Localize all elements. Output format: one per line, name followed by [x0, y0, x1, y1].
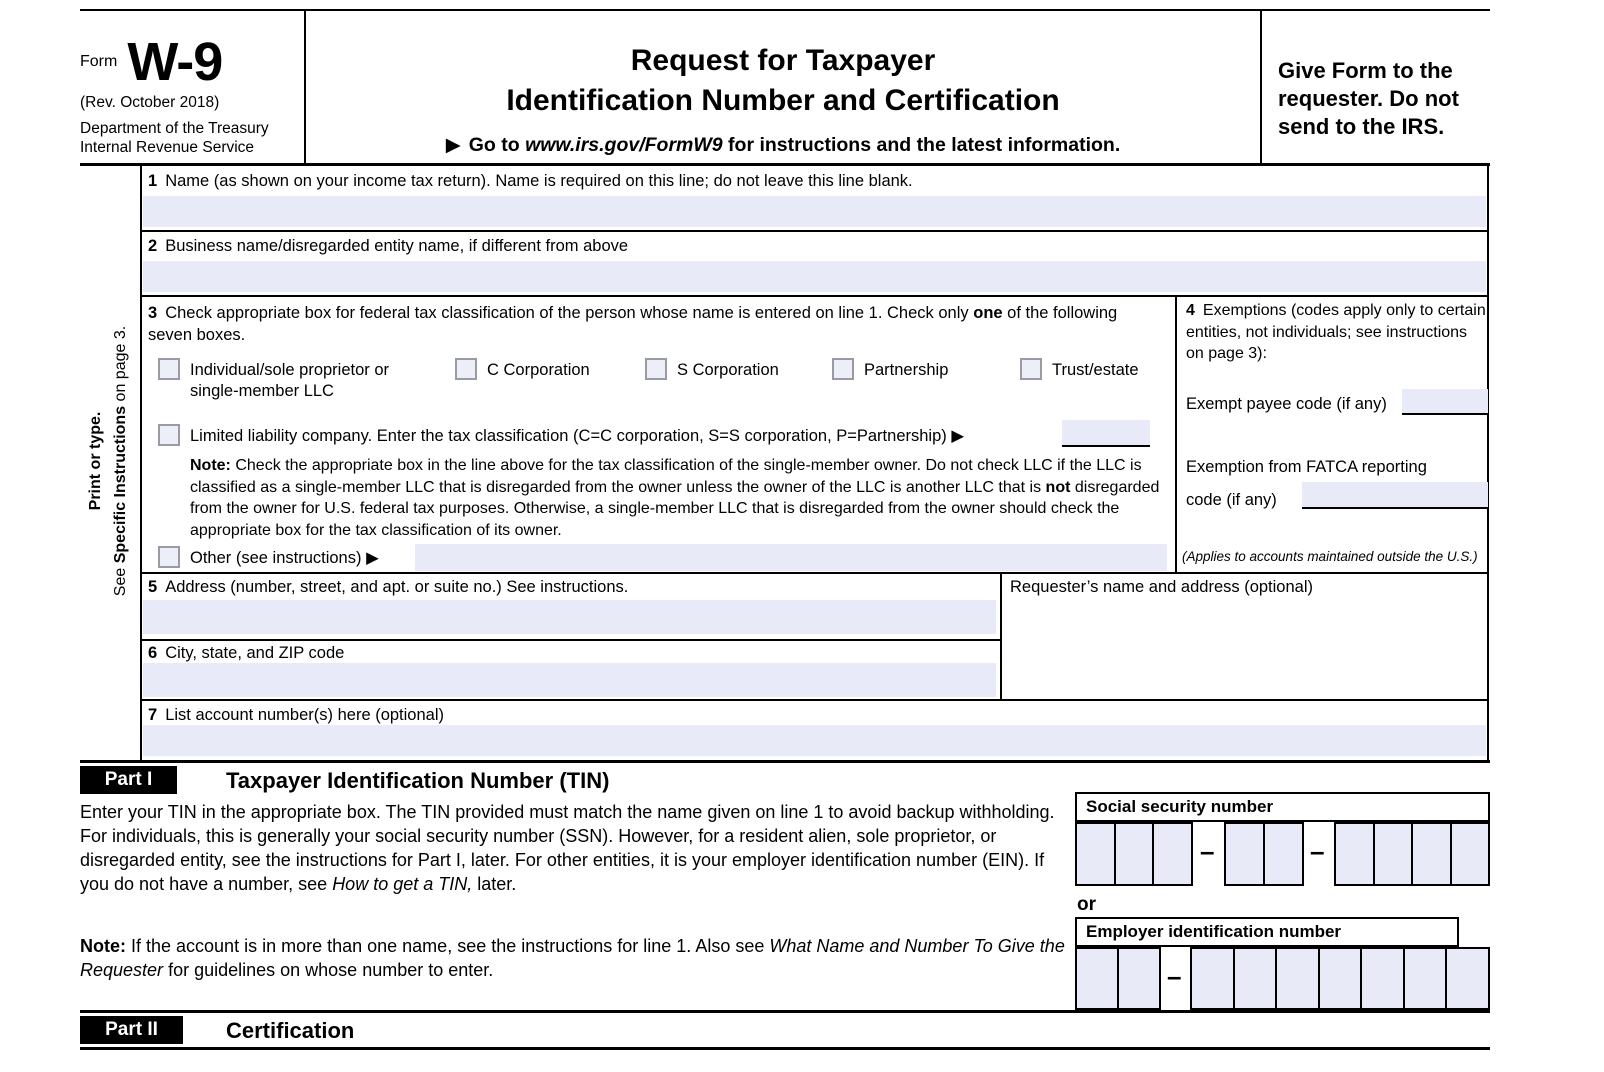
or-label: or: [1077, 894, 1096, 915]
name-input[interactable]: [143, 196, 1486, 227]
line2-label-text: Business name/disregarded entity name, if different from above: [165, 237, 629, 255]
sidebar-line2-pre: See: [112, 563, 129, 597]
checkbox-s-corporation[interactable]: [645, 358, 667, 380]
line3-label: [148, 302, 1163, 346]
arrow-right-icon: ▶: [445, 134, 461, 156]
ssn-digit-cell[interactable]: [1077, 824, 1116, 884]
row6-divider: [140, 699, 1489, 701]
line3-line4-divider: [1175, 296, 1177, 573]
ssn-digit-cell[interactable]: [1154, 824, 1191, 884]
sidebar-line2: [108, 281, 133, 641]
p1-italic: How to get a TIN,: [332, 874, 473, 894]
part1-paragraph1: [80, 800, 1065, 896]
note-bold: Note:: [190, 457, 231, 474]
checkbox-individual[interactable]: [158, 358, 180, 380]
ein-digit-cell[interactable]: [1320, 949, 1363, 1008]
checkbox-other-label: [190, 548, 379, 569]
other-input[interactable]: [415, 544, 1167, 571]
fatca-applies-note: (Applies to accounts maintained outside the U.S.): [1182, 549, 1478, 564]
line7-label: [148, 706, 444, 725]
row3-divider: [140, 572, 1489, 574]
ssn-dash-2: –: [1310, 836, 1325, 866]
ein-group-1[interactable]: [1075, 947, 1161, 1010]
row1-divider: [140, 230, 1489, 232]
form-instructions-line: [306, 133, 1260, 157]
line3-label-pre: Check appropriate box for federal tax classification of the person whose name is entered on line 1. Check only: [165, 304, 974, 322]
checkbox-s-corporation-label: S Corporation: [677, 361, 779, 379]
line6-label: [148, 644, 344, 663]
part2-title: Certification: [226, 1018, 355, 1043]
ssn-digit-cell[interactable]: [1336, 824, 1375, 884]
ssn-group-3[interactable]: [1334, 822, 1490, 886]
ssn-group-2[interactable]: [1224, 822, 1304, 886]
part2-top-divider: [80, 1010, 1490, 1013]
line1-number: 1: [148, 172, 158, 190]
row2-divider: [140, 295, 1489, 297]
header-divider: [80, 163, 1490, 166]
department-line2: Internal Revenue Service: [80, 139, 255, 157]
ssn-digit-cell[interactable]: [1116, 824, 1155, 884]
ein-digit-cell[interactable]: [1119, 949, 1159, 1008]
line1-label-text: Name (as shown on your income tax return). Name is required on this line; do not leave this line blank.: [165, 172, 913, 190]
ein-digit-cell[interactable]: [1362, 949, 1405, 1008]
ein-digit-cell[interactable]: [1192, 949, 1235, 1008]
part1-title: Taxpayer Identification Number (TIN): [226, 768, 610, 793]
note-seg1: Check the appropriate box in the line above for the tax classification of the single-member owner. Do not check LLC if the LLC is classified as a single-member LLC that is disregarded from the owner unless the owner of the LLC is another LLC that is: [190, 457, 1142, 496]
ssn-digit-cell[interactable]: [1226, 824, 1265, 884]
form-title-line2: Identification Number and Certification: [506, 84, 1060, 117]
sidebar-line1: Print or type.: [87, 411, 104, 511]
form-left-border: [140, 166, 142, 762]
business-name-input[interactable]: [143, 261, 1486, 292]
line3-number: 3: [148, 304, 158, 322]
give-form-block: [1262, 11, 1490, 163]
form-word: Form: [80, 53, 118, 70]
fatca-label-line1: Exemption from FATCA reporting: [1186, 458, 1427, 476]
checkbox-llc[interactable]: [158, 424, 180, 446]
sidebar-line2-bold: Specific Instructions: [112, 405, 129, 564]
ein-digit-cell[interactable]: [1235, 949, 1278, 1008]
checkbox-trust-estate[interactable]: [1020, 358, 1042, 380]
line3-note: [190, 455, 1172, 541]
ein-group-2[interactable]: [1190, 947, 1490, 1010]
address-requester-divider: [1000, 573, 1002, 701]
form-revision: (Rev. October 2018): [80, 94, 220, 111]
line3-label-bold: one: [973, 304, 1003, 322]
form-title-block: [306, 11, 1262, 163]
line1-label: [148, 172, 913, 191]
part1-badge: Part I: [80, 766, 177, 794]
form-id-block: [80, 11, 306, 163]
part2-bottom-divider: [80, 1047, 1490, 1050]
sidebar-print-or-type: [83, 281, 133, 641]
arrow-right-icon: ▶: [366, 549, 379, 567]
exempt-payee-input[interactable]: [1402, 389, 1488, 415]
goto-text-post: for instructions and the latest information.: [722, 134, 1121, 156]
p2-pre: If the account is in more than one name, see the instructions for line 1. Also see: [126, 936, 770, 956]
goto-text-pre: Go to: [468, 134, 526, 156]
checkbox-llc-label: [190, 426, 964, 447]
other-label-text: Other (see instructions): [190, 549, 367, 567]
llc-label-text: Limited liability company. Enter the tax classification (C=C corporation, S=S corporation, P=Partnership): [190, 427, 952, 445]
line5-label-text: Address (number, street, and apt. or suite no.) See instructions.: [165, 578, 629, 596]
ein-digit-cell[interactable]: [1447, 949, 1488, 1008]
note-seg2: disregarded from the owner for U.S. federal tax purposes. Otherwise, a single-member LLC that is disregarded from the owner should check the appropriate box for the tax classification of its owner.: [190, 478, 1160, 539]
ein-digit-cell[interactable]: [1077, 949, 1119, 1008]
line4-label-text: Exemptions (codes apply only to certain entities, not individuals; see instructions on page 3):: [1186, 302, 1486, 362]
line3-label-post: of the following seven boxes.: [148, 304, 1118, 344]
ssn-digit-cell[interactable]: [1452, 824, 1489, 884]
row5-divider: [140, 639, 1001, 641]
exempt-payee-label: Exempt payee code (if any): [1186, 395, 1387, 413]
p2-italic: What Name and Number To Give the Requester: [80, 936, 1065, 980]
part1-top-divider: [80, 760, 1490, 763]
form-number-row: [80, 32, 296, 92]
address-input[interactable]: [143, 600, 996, 634]
fatca-code-input[interactable]: [1302, 482, 1488, 509]
ssn-digit-cell[interactable]: [1265, 824, 1302, 884]
department-line1: Department of the Treasury: [80, 120, 269, 137]
form-number: W-9: [127, 32, 223, 92]
checkbox-c-corporation-label: C Corporation: [487, 361, 590, 379]
ssn-digit-cell[interactable]: [1413, 824, 1452, 884]
ssn-dash-1: –: [1200, 836, 1215, 866]
irs-url-link[interactable]: www.irs.gov/FormW9: [525, 134, 723, 156]
ssn-group-1[interactable]: [1075, 822, 1193, 886]
ssn-digit-cell[interactable]: [1375, 824, 1414, 884]
line2-label: [148, 237, 628, 256]
checkbox-other[interactable]: [158, 546, 180, 568]
line4-number: 4: [1186, 302, 1195, 319]
arrow-right-icon: ▶: [951, 427, 965, 445]
form-right-border: [1487, 166, 1489, 762]
line7-label-text: List account number(s) here (optional): [165, 706, 444, 724]
form-title-line1: Request for Taxpayer: [630, 44, 936, 77]
part2-badge: Part II: [80, 1016, 183, 1044]
line7-number: 7: [148, 706, 158, 724]
ein-digit-cell[interactable]: [1405, 949, 1448, 1008]
p1-post: later.: [472, 874, 517, 894]
note-bold2: not: [1045, 478, 1071, 496]
checkbox-individual-label: Individual/sole proprietor or single-member LLC: [190, 361, 390, 400]
city-state-zip-input[interactable]: [143, 663, 996, 697]
ein-label-box: Employer identification number: [1075, 917, 1459, 947]
line6-label-text: City, state, and ZIP code: [165, 644, 345, 662]
checkbox-c-corporation[interactable]: [455, 358, 477, 380]
sidebar-line2-post: on page 3.: [112, 325, 129, 406]
account-numbers-input[interactable]: [143, 725, 1486, 756]
ssn-label-box: Social security number: [1075, 792, 1490, 822]
p2-bold: Note:: [80, 936, 126, 956]
fatca-label-line2: code (if any): [1186, 491, 1277, 509]
line5-number: 5: [148, 578, 158, 596]
line4-label: [1186, 300, 1488, 365]
line2-number: 2: [148, 237, 158, 255]
checkbox-partnership[interactable]: [832, 358, 854, 380]
checkbox-trust-estate-label: Trust/estate: [1052, 361, 1139, 379]
requester-label: Requester’s name and address (optional): [1010, 578, 1313, 596]
checkbox-partnership-label: Partnership: [864, 361, 949, 379]
line5-label: [148, 578, 628, 597]
p2-post: for guidelines on whose number to enter.: [163, 960, 494, 980]
p1-pre: Enter your TIN in the appropriate box. The TIN provided must match the name given on line 1 to avoid backup withholding. For individuals, this is generally your social security number (SSN). However, for a resident alien, sole proprietor, or disregarded entity, see the instructions for Part I, later. For other entities, it is your employer identification number (EIN). If you do not have a number, see: [80, 802, 1055, 894]
form-header: [80, 9, 1490, 163]
give-form-note: Give Form to the requester. Do not send to the IRS.: [1278, 58, 1459, 139]
part1-paragraph2: [80, 934, 1065, 982]
llc-classification-input[interactable]: [1062, 420, 1150, 447]
ein-dash: –: [1167, 961, 1182, 991]
ein-digit-cell[interactable]: [1277, 949, 1320, 1008]
line6-number: 6: [148, 644, 158, 662]
